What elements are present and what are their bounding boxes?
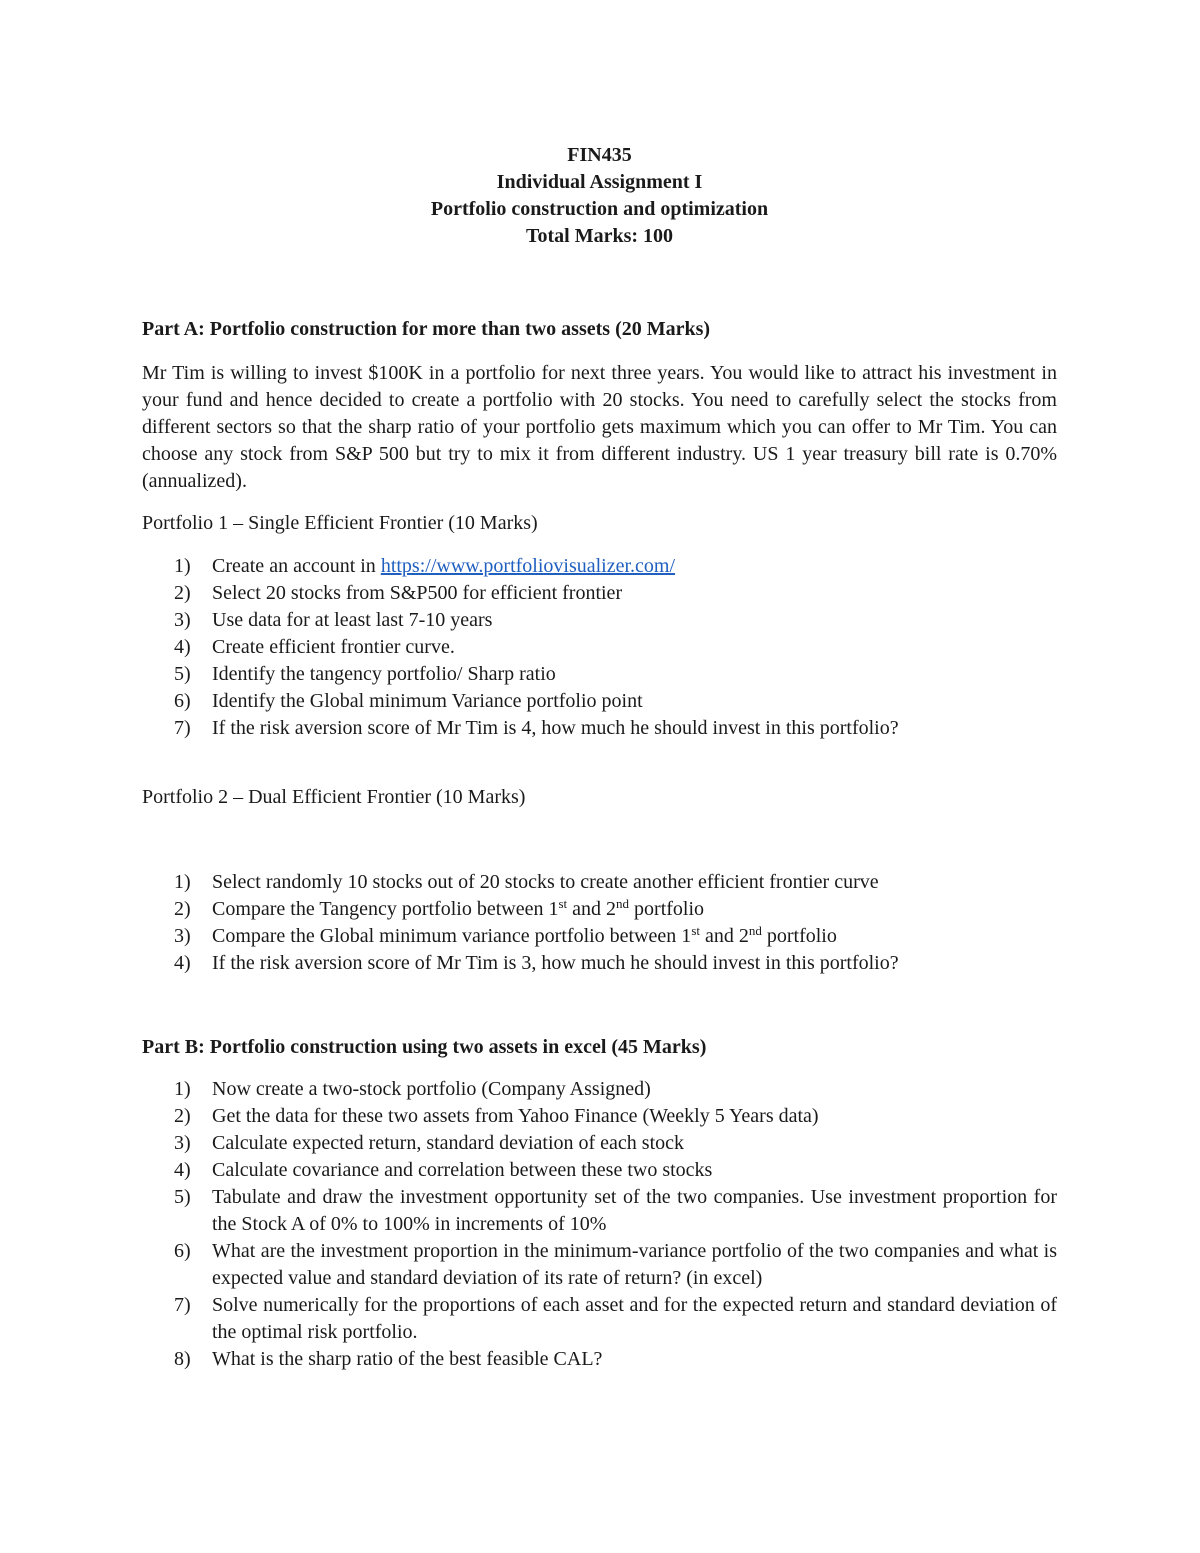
part-a-heading: Part A: Portfolio construction for more than two assets (20 Marks) [142,318,711,340]
list-number: 1) [174,555,191,577]
list-number: 2) [174,582,191,604]
list-number: 6) [174,690,191,712]
list-item [142,634,1057,661]
list-item [142,923,1057,950]
list-item-text: Identify the Global minimum Variance portfolio point [212,690,643,712]
list-number: 8) [174,1348,191,1370]
list-item-text: and 2 [567,898,617,920]
list-number: 2) [174,898,191,920]
portfolio-1-title: Portfolio 1 – Single Efficient Frontier (10 Marks) [142,512,538,534]
part-a-intro: Mr Tim is willing to invest $100K in a portfolio for next three years. You would like to attract his investment in your fund and hence decided to create a portfolio with 20 stocks. You need to carefully select the stocks from different sectors so that the sharp ratio of your portfolio gets maximum which you can offer to Mr Tim. You can choose any stock from S&P 500 but try to mix it from different industry. US 1 year treasury bill rate is 0.70% (annualized). [142,362,1057,492]
list-item [142,1130,1057,1157]
list-number: 4) [174,636,191,658]
portfolio-2-list [142,869,1057,977]
list-item-text: What are the investment proportion in the minimum-variance portfolio of the two companies and what is expected value and standard deviation of its rate of return? (in excel) [212,1240,1057,1289]
portfolio-1-list [142,553,1057,742]
list-number: 4) [174,1159,191,1181]
total-marks: Total Marks: 100 [525,225,674,247]
superscript-st: st [558,896,568,911]
list-item-text: Calculate expected return, standard deviation of each stock [212,1132,685,1154]
list-number: 1) [174,871,191,893]
list-item [142,580,1057,607]
list-item [142,1292,1057,1346]
list-item [142,715,1057,742]
list-item-text: Compare the Global minimum variance portfolio between 1 [212,925,692,947]
list-item-text: Create efficient frontier curve. [212,636,455,658]
list-item-text: portfolio [629,898,705,920]
list-number: 7) [174,1294,191,1316]
superscript-nd: nd [748,923,762,938]
list-item-text: Identify the tangency portfolio/ Sharp ratio [212,663,556,685]
list-item-text: portfolio [761,925,837,947]
list-item-text: Get the data for these two assets from Yahoo Finance (Weekly 5 Years data) [212,1105,819,1127]
list-number: 4) [174,952,191,974]
course-code: FIN435 [567,144,632,166]
list-item-text: Tabulate and draw the investment opportunity set of the two companies. Use investment proportion for the Stock A of 0% to 100% in increments of 10% [212,1186,1057,1235]
list-item [142,661,1057,688]
assignment-title: Individual Assignment I [496,171,703,193]
portfolio-2-title: Portfolio 2 – Dual Efficient Frontier (10 Marks) [142,786,526,808]
title-block [142,142,1057,250]
list-number: 2) [174,1105,191,1127]
list-item [142,553,1057,580]
list-item [142,1076,1057,1103]
list-number: 7) [174,717,191,739]
list-item-text: Compare the Tangency portfolio between 1 [212,898,559,920]
list-number: 5) [174,1186,191,1208]
portfoliovisualizer-link[interactable]: https://www.portfoliovisualizer.com/ [380,555,676,577]
list-item-text: Use data for at least last 7-10 years [212,609,493,631]
list-item-text: Calculate covariance and correlation between these two stocks [212,1159,713,1181]
list-item-text: Select randomly 10 stocks out of 20 stocks to create another efficient frontier curve [212,871,879,893]
part-b-heading: Part B: Portfolio construction using two assets in excel (45 Marks) [142,1036,707,1058]
part-b-list [142,1076,1057,1373]
list-item-text: Now create a two-stock portfolio (Company Assigned) [212,1078,651,1100]
list-number: 3) [174,925,191,947]
document-content [142,142,1057,1373]
list-item [142,896,1057,923]
list-number: 3) [174,1132,191,1154]
list-item-text: If the risk aversion score of Mr Tim is 4, how much he should invest in this portfolio? [212,717,899,739]
list-item [142,950,1057,977]
list-item [142,607,1057,634]
list-number: 5) [174,663,191,685]
list-item [142,1184,1057,1238]
list-item-text: and 2 [699,925,749,947]
list-item-text: Create an account in [212,555,381,577]
list-number: 3) [174,609,191,631]
list-item [142,688,1057,715]
superscript-nd: nd [616,896,630,911]
list-number: 1) [174,1078,191,1100]
list-item-text: Solve numerically for the proportions of each asset and for the expected return and standard deviation of the optimal risk portfolio. [212,1294,1057,1343]
superscript-st: st [691,923,700,938]
list-item-text: What is the sharp ratio of the best feasible CAL? [212,1348,603,1370]
list-item [142,1346,1057,1373]
list-item [142,1103,1057,1130]
assignment-topic: Portfolio construction and optimization [430,198,769,220]
list-item-text: If the risk aversion score of Mr Tim is 3, how much he should invest in this portfolio? [212,952,899,974]
list-item [142,869,1057,896]
list-number: 6) [174,1240,191,1262]
list-item [142,1157,1057,1184]
list-item-text: Select 20 stocks from S&P500 for efficient frontier [212,582,623,604]
list-item [142,1238,1057,1292]
